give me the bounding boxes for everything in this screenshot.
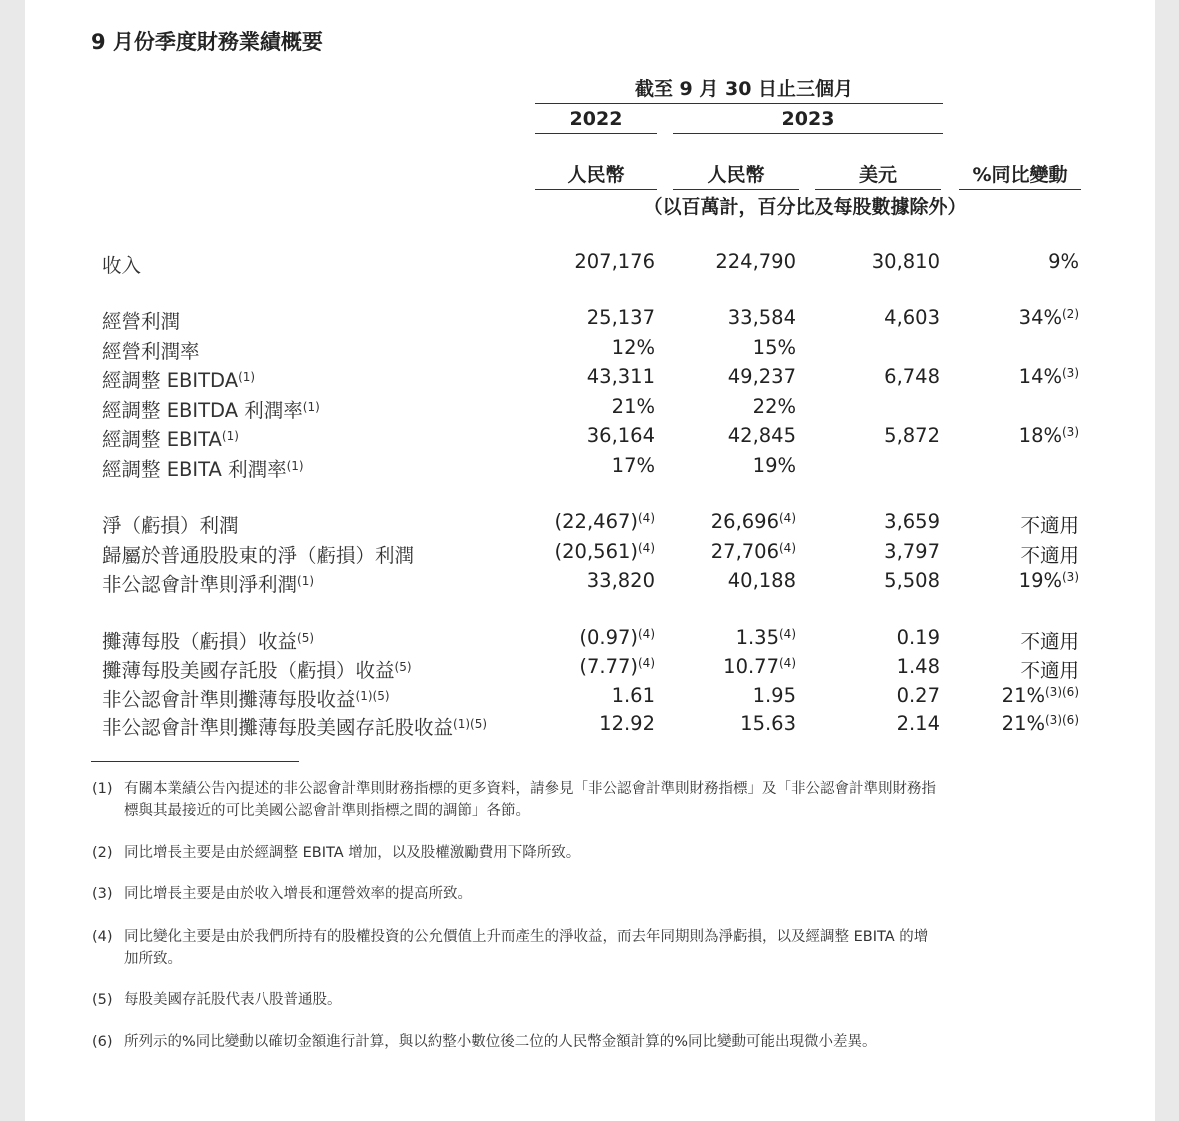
cell-yoy bbox=[1019, 569, 1079, 592]
footnote-ref: (2) bbox=[1062, 307, 1079, 321]
cell-rmb-2023 bbox=[728, 424, 796, 447]
footnote-text: 所列示的%同比變動以確切金額進行計算，與以約整小數位後二位的人民幣金額計算的%同比變動可能出現微小差異。 bbox=[124, 1034, 877, 1050]
cell-usd-value: 3,797 bbox=[884, 540, 940, 563]
cell-rmb-2022 bbox=[612, 454, 655, 477]
footnote-key: (4) bbox=[92, 929, 113, 945]
cell-rmb-2023 bbox=[728, 569, 796, 592]
row-label-value: 非公認會計準則攤薄每股收益 bbox=[102, 688, 356, 711]
cell-rmb-2023-value: 10.77 bbox=[723, 655, 779, 678]
cell-rmb-2022 bbox=[587, 306, 655, 329]
row-label-value: 經調整 EBITDA bbox=[102, 369, 239, 392]
cell-rmb-2022-value: 1.61 bbox=[611, 684, 655, 707]
cell-rmb-2023-value: 42,845 bbox=[727, 424, 796, 447]
cell-yoy-value: 不適用 bbox=[1020, 544, 1079, 567]
cell-yoy bbox=[1002, 712, 1079, 735]
footnote-text: 有關本業績公告內提述的非公認會計準則財務指標的更多資料，請參見「非公認會計準則財務指標」及「非公認會計準則財務指 bbox=[124, 781, 936, 797]
cell-rmb-2022 bbox=[555, 510, 655, 533]
col-yoy-header: %同比變動 bbox=[972, 164, 1068, 186]
footnote-ref: (3) bbox=[1062, 425, 1079, 439]
cell-yoy bbox=[1048, 250, 1079, 273]
cell-usd bbox=[884, 569, 940, 592]
cell-usd bbox=[897, 626, 940, 649]
footnote-key: (3) bbox=[92, 886, 113, 902]
cell-usd-value: 5,508 bbox=[884, 569, 940, 592]
row-label-value: 收入 bbox=[102, 254, 142, 277]
cell-yoy bbox=[1019, 424, 1079, 447]
cell-yoy bbox=[1019, 365, 1079, 388]
cell-rmb-2023-value: 19% bbox=[752, 454, 796, 477]
cell-rmb-2022-value: 17% bbox=[611, 454, 655, 477]
col-rmb-2023-header: 人民幣 bbox=[707, 164, 765, 186]
cell-rmb-2022-value: 21% bbox=[611, 395, 655, 418]
cell-rmb-2023 bbox=[711, 510, 796, 533]
row-label bbox=[102, 365, 255, 393]
footnote bbox=[92, 989, 342, 1011]
page-title: 9 月份季度財務業績概要 bbox=[91, 30, 323, 54]
row-label-value: 經調整 EBITA 利潤率 bbox=[102, 458, 287, 481]
footnote-ref: (1)(5) bbox=[355, 689, 390, 703]
row-label bbox=[102, 712, 487, 740]
row-label-value: 經營利潤率 bbox=[102, 340, 200, 363]
cell-rmb-2022-value: 12% bbox=[611, 336, 655, 359]
header-rule bbox=[815, 189, 941, 190]
row-label-value: 經調整 EBITDA 利潤率 bbox=[102, 399, 303, 422]
footnote-key: (5) bbox=[92, 992, 113, 1008]
footnote-text: 同比變化主要是由於我們所持有的股權投資的公允價值上升而產生的淨收益，而去年同期則為淨虧損，以及經調整 EBITA 的增 bbox=[124, 929, 929, 945]
cell-rmb-2023 bbox=[728, 365, 796, 388]
header-rule bbox=[959, 189, 1081, 190]
year-2023-header: 2023 bbox=[781, 108, 835, 130]
cell-rmb-2022 bbox=[555, 540, 655, 563]
footnote bbox=[92, 883, 472, 905]
cell-usd bbox=[872, 250, 940, 273]
footnote-ref: (4) bbox=[779, 656, 796, 670]
row-label-value: 經營利潤 bbox=[102, 310, 181, 333]
cell-usd bbox=[884, 365, 940, 388]
footnote-key: (2) bbox=[92, 845, 113, 861]
header-rule bbox=[535, 189, 657, 190]
col-usd-header: 美元 bbox=[858, 164, 897, 186]
cell-rmb-2022-value: 43,311 bbox=[586, 365, 655, 388]
cell-yoy-value: 21% bbox=[1001, 684, 1045, 707]
cell-rmb-2023 bbox=[711, 540, 796, 563]
footnote-ref: (3) bbox=[1062, 366, 1079, 380]
cell-yoy bbox=[1019, 306, 1079, 329]
cell-rmb-2023-value: 40,188 bbox=[727, 569, 796, 592]
row-label bbox=[102, 454, 304, 482]
cell-rmb-2023 bbox=[753, 684, 796, 707]
footnote-ref: (1) bbox=[221, 429, 239, 443]
cell-rmb-2023-value: 224,790 bbox=[715, 250, 796, 273]
cell-yoy-value: 21% bbox=[1001, 712, 1045, 735]
cell-usd bbox=[884, 540, 940, 563]
cell-rmb-2023 bbox=[723, 655, 796, 678]
row-label-value: 經調整 EBITA bbox=[102, 428, 222, 451]
cell-yoy-value: 不適用 bbox=[1020, 659, 1079, 682]
cell-rmb-2023 bbox=[753, 395, 796, 418]
cell-yoy-value: 9% bbox=[1048, 250, 1079, 273]
cell-yoy-value: 不適用 bbox=[1020, 630, 1079, 653]
row-label bbox=[102, 306, 180, 334]
footnote-ref: (4) bbox=[638, 656, 655, 670]
cell-rmb-2022 bbox=[587, 424, 655, 447]
cell-rmb-2022 bbox=[579, 655, 655, 678]
footnote bbox=[92, 926, 928, 970]
footnote-text: 每股美國存託股代表八股普通股。 bbox=[124, 992, 342, 1008]
cell-yoy bbox=[1020, 540, 1079, 568]
cell-usd-value: 3,659 bbox=[884, 510, 940, 533]
cell-rmb-2023-value: 26,696 bbox=[710, 510, 779, 533]
footnote-ref: (5) bbox=[297, 631, 315, 645]
footnote-key: (1) bbox=[92, 781, 113, 797]
row-label bbox=[102, 540, 414, 568]
row-label bbox=[102, 250, 141, 278]
footnote-text: 加所致。 bbox=[124, 951, 182, 967]
cell-rmb-2022-value: (0.97) bbox=[579, 626, 638, 649]
cell-yoy bbox=[1020, 510, 1079, 538]
cell-usd-value: 1.48 bbox=[896, 655, 940, 678]
footnote-text: 同比增長主要是由於收入增長和運營效率的提高所致。 bbox=[124, 886, 472, 902]
footnote-ref: (4) bbox=[779, 627, 796, 641]
cell-rmb-2023 bbox=[753, 336, 796, 359]
cell-rmb-2022 bbox=[612, 395, 655, 418]
cell-usd-value: 2.14 bbox=[896, 712, 940, 735]
row-label-value: 非公認會計準則攤薄每股美國存託股收益 bbox=[102, 716, 454, 739]
header-rule bbox=[535, 133, 657, 134]
cell-rmb-2022-value: (22,467) bbox=[554, 510, 638, 533]
header-rule bbox=[535, 103, 943, 104]
cell-yoy-value: 34% bbox=[1018, 306, 1062, 329]
row-label-value: 歸屬於普通股股東的淨（虧損）利潤 bbox=[102, 544, 415, 567]
cell-rmb-2022-value: 33,820 bbox=[586, 569, 655, 592]
cell-rmb-2022-value: 207,176 bbox=[574, 250, 655, 273]
row-label bbox=[102, 655, 412, 683]
cell-rmb-2023 bbox=[753, 454, 796, 477]
footnote-rule bbox=[91, 761, 299, 762]
cell-yoy-value: 14% bbox=[1018, 365, 1062, 388]
row-label bbox=[102, 684, 390, 712]
cell-rmb-2023-value: 49,237 bbox=[727, 365, 796, 388]
unit-note: （以百萬計，百分比及每股數據除外） bbox=[643, 196, 967, 218]
footnote-ref: (3)(6) bbox=[1045, 685, 1079, 699]
footnote-ref: (3) bbox=[1062, 570, 1079, 584]
cell-rmb-2023-value: 15% bbox=[752, 336, 796, 359]
header-rule bbox=[673, 133, 943, 134]
footnote-text: 同比增長主要是由於經調整 EBITA 增加，以及股權激勵費用下降所致。 bbox=[124, 845, 581, 861]
cell-rmb-2022 bbox=[587, 365, 655, 388]
cell-usd-value: 0.27 bbox=[896, 684, 940, 707]
footnote-ref: (3)(6) bbox=[1045, 713, 1079, 727]
footnote-ref: (1) bbox=[286, 459, 304, 473]
row-label bbox=[102, 395, 320, 423]
cell-rmb-2022-value: (7.77) bbox=[579, 655, 638, 678]
cell-usd bbox=[884, 424, 940, 447]
year-2022-header: 2022 bbox=[569, 108, 623, 130]
footnote-ref: (4) bbox=[779, 541, 796, 555]
cell-rmb-2022 bbox=[612, 684, 655, 707]
header-rule bbox=[673, 189, 799, 190]
cell-yoy bbox=[1020, 655, 1079, 683]
cell-rmb-2023-value: 22% bbox=[752, 395, 796, 418]
cell-rmb-2023-value: 1.95 bbox=[752, 684, 796, 707]
footnote-ref: (4) bbox=[638, 627, 655, 641]
cell-yoy bbox=[1002, 684, 1079, 707]
cell-usd bbox=[884, 510, 940, 533]
footnote bbox=[92, 778, 936, 822]
row-label bbox=[102, 336, 200, 364]
document-page bbox=[25, 0, 1155, 1121]
footnote bbox=[92, 1031, 877, 1053]
cell-usd-value: 30,810 bbox=[871, 250, 940, 273]
cell-rmb-2022-value: 12.92 bbox=[599, 712, 655, 735]
period-header: 截至 9 月 30 日止三個月 bbox=[634, 78, 854, 100]
cell-rmb-2022 bbox=[579, 626, 655, 649]
cell-yoy-value: 19% bbox=[1018, 569, 1062, 592]
footnote-ref: (1)(5) bbox=[453, 717, 488, 731]
cell-rmb-2023-value: 33,584 bbox=[727, 306, 796, 329]
footnote-ref: (4) bbox=[638, 511, 655, 525]
row-label bbox=[102, 569, 314, 597]
cell-usd bbox=[897, 712, 940, 735]
row-label-value: 攤薄每股美國存託股（虧損）收益 bbox=[102, 659, 395, 682]
cell-yoy-value: 不適用 bbox=[1020, 514, 1079, 537]
footnote-ref: (1) bbox=[238, 370, 256, 384]
cell-yoy-value: 18% bbox=[1018, 424, 1062, 447]
cell-usd bbox=[884, 306, 940, 329]
col-rmb-2022-header: 人民幣 bbox=[567, 164, 625, 186]
footnote-text: 標與其最接近的可比美國公認會計準則指標之間的調節」各節。 bbox=[124, 803, 530, 819]
footnote-ref: (1) bbox=[302, 400, 320, 414]
cell-rmb-2022 bbox=[587, 569, 655, 592]
cell-usd bbox=[897, 655, 940, 678]
cell-rmb-2023 bbox=[740, 712, 796, 735]
cell-usd bbox=[897, 684, 940, 707]
cell-usd-value: 4,603 bbox=[884, 306, 940, 329]
cell-rmb-2023-value: 15.63 bbox=[740, 712, 796, 735]
cell-rmb-2022-value: 36,164 bbox=[586, 424, 655, 447]
cell-rmb-2023 bbox=[715, 250, 796, 273]
cell-rmb-2023 bbox=[736, 626, 796, 649]
cell-rmb-2023-value: 1.35 bbox=[735, 626, 779, 649]
cell-yoy bbox=[1020, 626, 1079, 654]
footnote-ref: (4) bbox=[779, 511, 796, 525]
cell-rmb-2022 bbox=[599, 712, 655, 735]
cell-rmb-2022-value: (20,561) bbox=[554, 540, 638, 563]
cell-usd-value: 5,872 bbox=[884, 424, 940, 447]
row-label bbox=[102, 424, 239, 452]
row-label-value: 非公認會計準則淨利潤 bbox=[102, 573, 298, 596]
cell-rmb-2023-value: 27,706 bbox=[710, 540, 779, 563]
cell-usd-value: 6,748 bbox=[884, 365, 940, 388]
cell-rmb-2022 bbox=[574, 250, 655, 273]
footnote-ref: (5) bbox=[394, 660, 412, 674]
row-label-value: 淨（虧損）利潤 bbox=[102, 514, 239, 537]
footnote bbox=[92, 842, 580, 864]
row-label-value: 攤薄每股（虧損）收益 bbox=[102, 630, 298, 653]
footnote-key: (6) bbox=[92, 1034, 113, 1050]
row-label bbox=[102, 626, 314, 654]
footnote-ref: (1) bbox=[297, 574, 315, 588]
footnote-ref: (4) bbox=[638, 541, 655, 555]
cell-usd-value: 0.19 bbox=[896, 626, 940, 649]
row-label bbox=[102, 510, 239, 538]
cell-rmb-2023 bbox=[728, 306, 796, 329]
cell-rmb-2022 bbox=[612, 336, 655, 359]
cell-rmb-2022-value: 25,137 bbox=[586, 306, 655, 329]
